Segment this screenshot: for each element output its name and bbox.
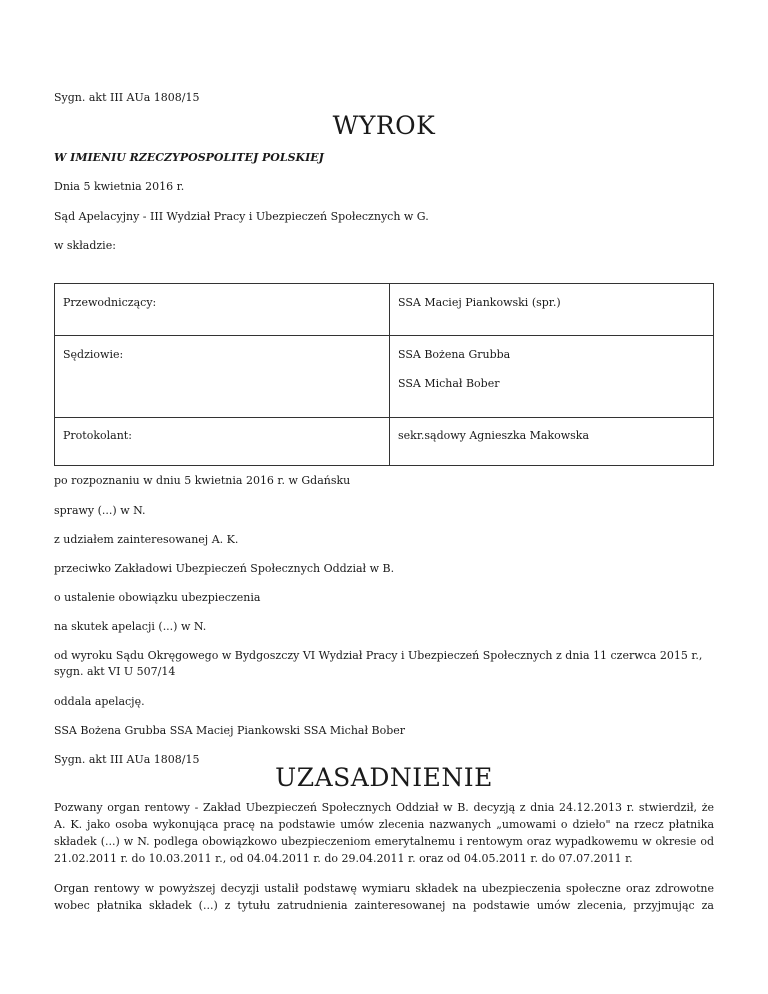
judgment-title: WYROK	[332, 111, 436, 140]
justification-paragraph-2	[54, 880, 714, 914]
proceedings-line: na skutek apelacji (...) w N.	[54, 620, 207, 633]
panel-role-cell	[55, 336, 390, 418]
proceedings-line: o ustalenie obowiązku ubezpieczenia	[54, 591, 261, 604]
panel-role: Protokolant:	[63, 429, 132, 442]
court-name: Sąd Apelacyjny - III Wydział Pracy i Ubezpieczeń Społecznych w G.	[54, 210, 429, 223]
panel-name: SSA Maciej Piankowski (spr.)	[398, 296, 561, 309]
panel-name: sekr.sądowy Agnieszka Makowska	[398, 429, 590, 442]
justification-title: UZASADNIENIE	[275, 763, 493, 792]
paragraph-line: 21.02.2011 r. do 10.03.2011 r., od 04.04.2011 r. do 29.04.2011 r. oraz od 04.05.2011 r. do 07.07.2011 r.	[54, 852, 633, 865]
proceedings-line: przeciwko Zakładowi Ubezpieczeń Społecznych Oddział w B.	[54, 562, 395, 575]
panel-row-clerk	[55, 418, 714, 466]
panel-names-cell	[390, 418, 714, 466]
paragraph-line: A. K. jako osoba wykonująca pracę na podstawie umów zlecenia nazwanych „umowami o dzieło" na rzecz płatnika	[54, 818, 714, 831]
panel-name: SSA Michał Bober	[398, 377, 500, 390]
case-number-top: Sygn. akt III AUa 1808/15	[54, 91, 200, 104]
panel-role-cell	[55, 284, 390, 336]
panel-names-cell	[390, 284, 714, 336]
judgment-date: Dnia 5 kwietnia 2016 r.	[54, 180, 185, 193]
panel-role: Sędziowie:	[63, 348, 124, 361]
proceedings-line: z udziałem zainteresowanej A. K.	[54, 533, 239, 546]
proceedings-line: od wyroku Sądu Okręgowego w Bydgoszczy VI Wydział Pracy i Ubezpieczeń Społecznych z dnia 11 czerwca 2015 r.,	[54, 649, 703, 662]
verdict-text: oddala apelację.	[54, 695, 145, 708]
panel-role: Przewodniczący:	[63, 296, 157, 309]
paragraph-line: Pozwany organ rentowy - Zakład Ubezpieczeń Społecznych Oddział w B. decyzją z dnia 24.12.2013 r. stwierdził, że	[54, 801, 714, 814]
proceedings-line: sygn. akt VI U 507/14	[54, 665, 176, 678]
case-number-bottom: Sygn. akt III AUa 1808/15	[54, 753, 200, 766]
paragraph-line: wobec płatnika składek (...) z tytułu zatrudnienia zainteresowanej na podstawie umów zlecenia, przyjmując za	[54, 899, 714, 912]
panel-names-cell	[390, 336, 714, 418]
proceedings-line: po rozpoznaniu w dniu 5 kwietnia 2016 r. w Gdańsku	[54, 474, 351, 487]
panel-row-judges	[55, 336, 714, 418]
judge-signatures: SSA Bożena Grubba SSA Maciej Piankowski SSA Michał Bober	[54, 724, 406, 737]
panel-name: SSA Bożena Grubba	[398, 348, 511, 361]
paragraph-line: Organ rentowy w powyższej decyzji ustalił podstawę wymiaru składek na ubezpieczenia społeczne oraz zdrowotne	[54, 882, 714, 895]
judgment-subtitle: W IMIENIU RZECZYPOSPOLITEJ POLSKIEJ	[54, 151, 324, 164]
panel-row-presiding	[55, 284, 714, 336]
composition-label: w składzie:	[54, 239, 116, 252]
proceedings-line: sprawy (...) w N.	[54, 504, 146, 517]
justification-paragraph-1	[54, 799, 714, 867]
panel-role-cell	[55, 418, 390, 466]
paragraph-line: składek (...) w N. podlega obowiązkowo ubezpieczeniom emerytalnemu i rentowym oraz wypadkowemu w okresie od	[54, 835, 714, 848]
court-panel-table	[54, 283, 714, 466]
